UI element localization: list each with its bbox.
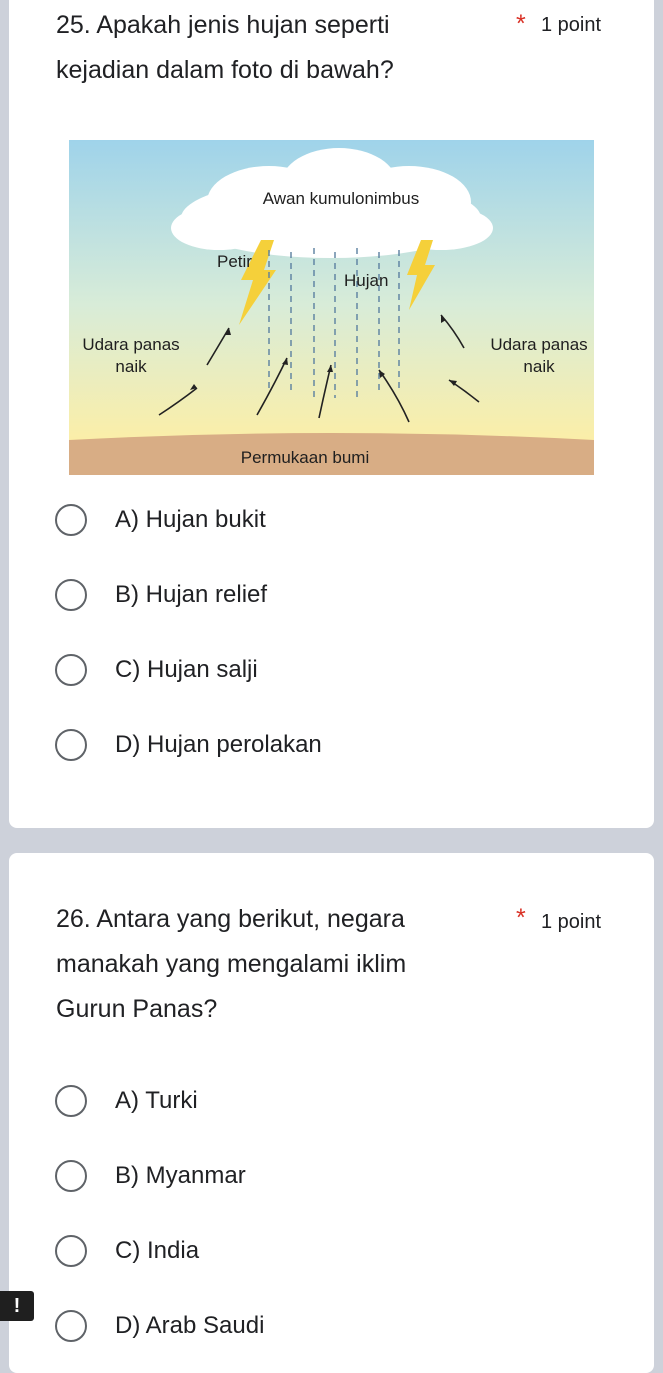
question-title: 25. Apakah jenis hujan seperti kejadian dalam foto di bawah? [56,11,394,84]
option-label: B) Myanmar [115,1162,246,1189]
option-label: A) Turki [115,1087,198,1114]
question-card-25 [9,0,654,828]
points-label: 1 point [541,911,602,933]
option-b[interactable] [55,575,267,615]
rain-label: Hujan [344,271,389,290]
option-d[interactable] [55,725,322,765]
option-b[interactable] [55,1156,246,1196]
option-label: B) Hujan relief [115,581,268,608]
question-title: 26. Antara yang berikut, negara manakah yang mengalami iklim Gurun Panas? [56,905,407,1023]
required-asterisk: * [516,904,526,932]
cloud-label: Awan kumulonimbus [262,189,420,208]
option-label: C) Hujan salji [115,656,258,683]
option-label: D) Arab Saudi [115,1312,265,1339]
option-label: D) Hujan perolakan [115,731,322,758]
radio-button[interactable] [55,729,87,761]
radio-button[interactable] [55,1085,87,1117]
radio-button[interactable] [55,1160,87,1192]
option-c[interactable] [55,1231,199,1271]
option-a[interactable] [55,1081,198,1121]
points-label: 1 point [541,14,602,36]
radio-button[interactable] [55,504,87,536]
radio-button[interactable] [55,654,87,686]
radio-button[interactable] [55,1310,87,1342]
left-air-label-1: Udara panas [82,335,180,354]
option-label: A) Hujan bukit [115,506,266,533]
left-air-label-2: naik [115,357,147,376]
right-air-label-1: Udara panas [490,335,588,354]
required-asterisk: * [516,10,526,38]
convection-rain-diagram [69,140,594,475]
lightning-label: Petir [217,252,252,271]
option-d[interactable] [55,1306,264,1346]
option-label: C) India [115,1237,200,1264]
question-card-26 [9,853,654,1373]
radio-button[interactable] [55,1235,87,1267]
option-a[interactable] [55,500,266,540]
radio-button[interactable] [55,579,87,611]
warning-badge[interactable]: ! [0,1291,34,1321]
ground-label: Permukaan bumi [240,448,370,467]
option-c[interactable] [55,650,258,690]
right-air-label-2: naik [523,357,555,376]
